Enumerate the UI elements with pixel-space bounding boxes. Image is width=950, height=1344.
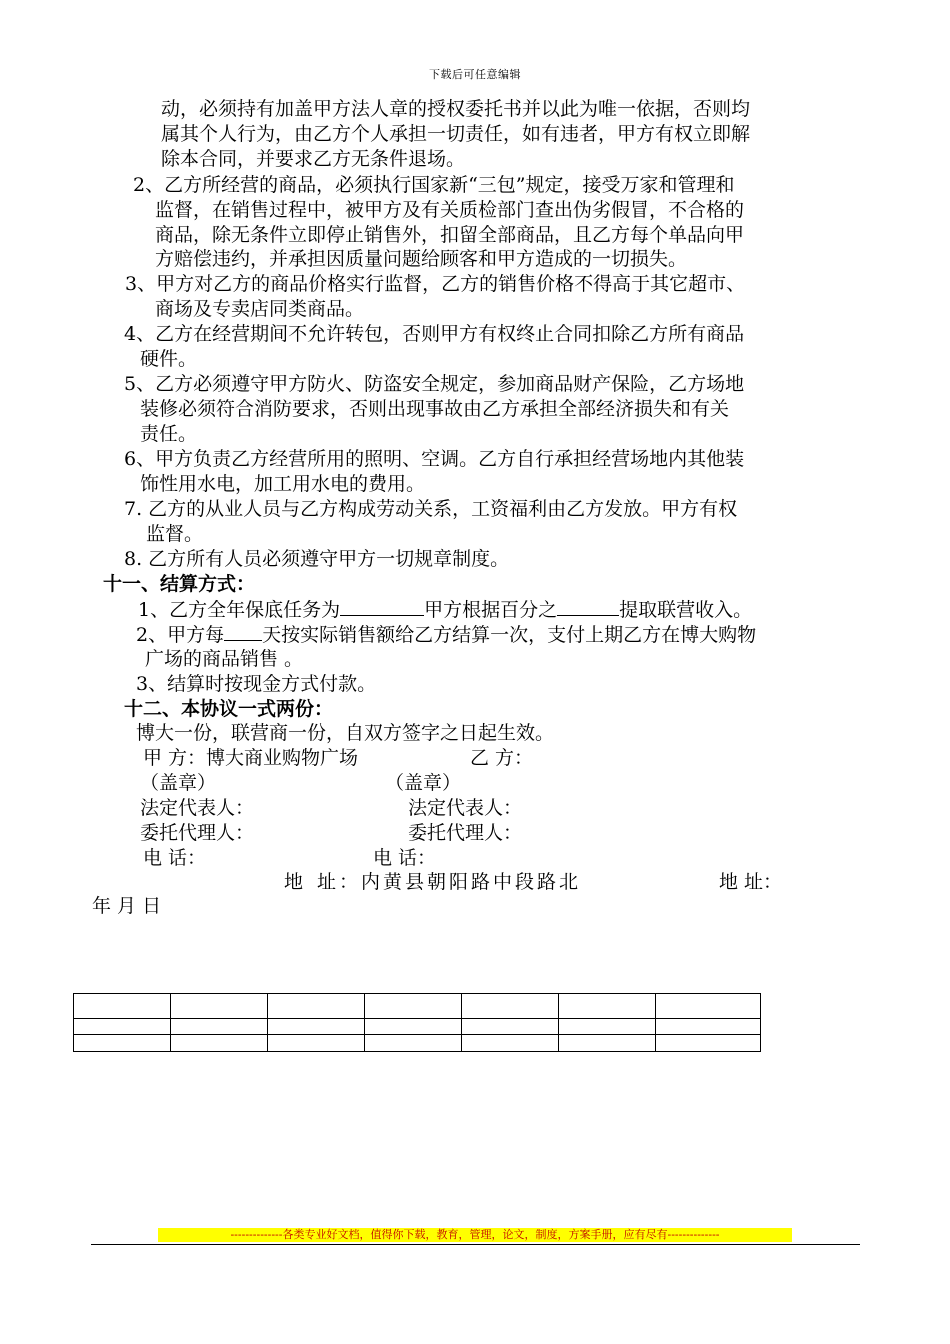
item-2-text-b: 天按实际销售额给乙方结算一次，支付上期乙方在博大购物: [262, 624, 757, 646]
table-cell: [171, 994, 268, 1019]
party-b-agent: 委托代理人：: [408, 822, 523, 844]
table-cell: [462, 1019, 559, 1035]
page-header: 下载后可任意编辑: [429, 68, 521, 81]
clause-5-line-2: 装修必须符合消防要求，否则出现事故由乙方承担全部经济损失和有关: [140, 398, 730, 420]
table-cell: [268, 994, 365, 1019]
table-row: [74, 1019, 761, 1035]
clause-2-line-4: 方赔偿违约，并承担因质量问题给顾客和甲方造成的一切损失。: [155, 248, 688, 270]
table-cell: [559, 1019, 656, 1035]
party-a-seal: （盖章）: [140, 772, 217, 794]
table-cell: [74, 1019, 171, 1035]
section-12-heading: 十二、本协议一式两份：: [124, 698, 334, 720]
party-b-seal: （盖章）: [385, 772, 462, 794]
table-cell: [171, 1035, 268, 1052]
days-blank: [224, 622, 262, 641]
party-a-agent: 委托代理人：: [140, 822, 255, 844]
sign-date: 年 月 日: [92, 895, 162, 917]
section-11-item-2: [136, 622, 756, 648]
clause-2-line-2: 监督，在销售过程中，被甲方及有关质检部门查出伪劣假冒，不合格的: [155, 199, 745, 221]
table-cell: [656, 994, 761, 1019]
table-cell: [559, 1035, 656, 1052]
clause-3-line-2: 商场及专卖店同类商品。: [155, 298, 365, 320]
table-cell: [559, 994, 656, 1019]
clause-1-line-3: 除本合同，并要求乙方无条件退场。: [161, 148, 466, 170]
party-b-legal-rep: 法定代表人：: [408, 797, 523, 819]
clause-4-line-2: 硬件。: [140, 348, 198, 370]
table-cell: [74, 1035, 171, 1052]
clause-2-line-3: 商品，除无条件立即停止销售外，扣留全部商品，且乙方每个单品向甲: [155, 224, 745, 246]
clause-5-line-1: 5、乙方必须遵守甲方防火、防盗安全规定，参加商品财产保险，乙方场地: [124, 373, 745, 395]
table-cell: [268, 1019, 365, 1035]
item-1-text-b: 甲方根据百分之: [424, 599, 558, 621]
section-12-body: 博大一份，联营商一份，自双方签字之日起生效。: [136, 722, 555, 744]
item-1-text-a: 1、乙方全年保底任务为: [138, 599, 341, 621]
clause-4-line-1: 4、乙方在经营期间不允许转包，否则甲方有权终止合同扣除乙方所有商品: [124, 323, 745, 345]
clause-8: 8. 乙方所有人员必须遵守甲方一切规章制度。: [124, 548, 510, 570]
section-11-item-2-line-2: 广场的商品销售 。: [145, 648, 304, 670]
party-b-label: 乙 方：: [470, 747, 534, 769]
party-a-legal-rep: 法定代表人：: [140, 797, 255, 819]
clause-5-line-3: 责任。: [140, 423, 198, 445]
party-a-phone: 电 话：: [143, 847, 207, 869]
blank-form-table: [73, 993, 761, 1052]
section-11-heading: 十一、结算方式：: [103, 573, 256, 595]
table-cell: [462, 994, 559, 1019]
table-cell: [365, 994, 462, 1019]
footer-banner: --------------各类专业好文档，值得你下载，教育，管理，论文，制度，方案手册，应有尽有--------------: [158, 1228, 792, 1242]
clause-1-line-1: 动，必须持有加盖甲方法人章的授权委托书并以此为唯一依据，否则均: [161, 98, 751, 120]
footer-divider: [91, 1244, 860, 1245]
table-row: [74, 1035, 761, 1052]
table-cell: [656, 1035, 761, 1052]
table-cell: [656, 1019, 761, 1035]
clause-3-line-1: 3、甲方对乙方的商品价格实行监督，乙方的销售价格不得高于其它超市、: [125, 273, 746, 295]
table-cell: [462, 1035, 559, 1052]
table-row: [74, 994, 761, 1019]
guarantee-amount-blank: [340, 597, 424, 616]
clause-1-line-2: 属其个人行为，由乙方个人承担一切责任，如有违者，甲方有权立即解: [161, 123, 751, 145]
table-cell: [74, 994, 171, 1019]
percentage-blank: [557, 597, 619, 616]
table-cell: [171, 1019, 268, 1035]
clause-6-line-1: 6、甲方负责乙方经营所用的照明、空调。乙方自行承担经营场地内其他装: [124, 448, 745, 470]
clause-6-line-2: 饰性用水电，加工用水电的费用。: [140, 473, 426, 495]
clause-7-line-2: 监督。: [146, 523, 204, 545]
party-b-phone: 电 话：: [373, 847, 437, 869]
clause-7-line-1: 7. 乙方的从业人员与乙方构成劳动关系，工资福利由乙方发放。甲方有权: [124, 498, 738, 520]
table-cell: [268, 1035, 365, 1052]
table-cell: [365, 1035, 462, 1052]
clause-2-line-1: 2、乙方所经营的商品，必须执行国家新“三包”规定，接受万家和管理和: [133, 174, 735, 196]
party-a-name: 甲 方：博大商业购物广场: [143, 747, 359, 769]
item-1-text-c: 提取联营收入。: [619, 599, 753, 621]
item-2-text-a: 2、甲方每: [136, 624, 225, 646]
section-11-item-3: 3、结算时按现金方式付款。: [136, 673, 377, 695]
table-cell: [365, 1019, 462, 1035]
party-b-address: 地 址：: [719, 871, 783, 893]
party-a-address: 地 址：内黄县朝阳路中段路北: [284, 871, 582, 893]
section-11-item-1: [138, 597, 752, 623]
